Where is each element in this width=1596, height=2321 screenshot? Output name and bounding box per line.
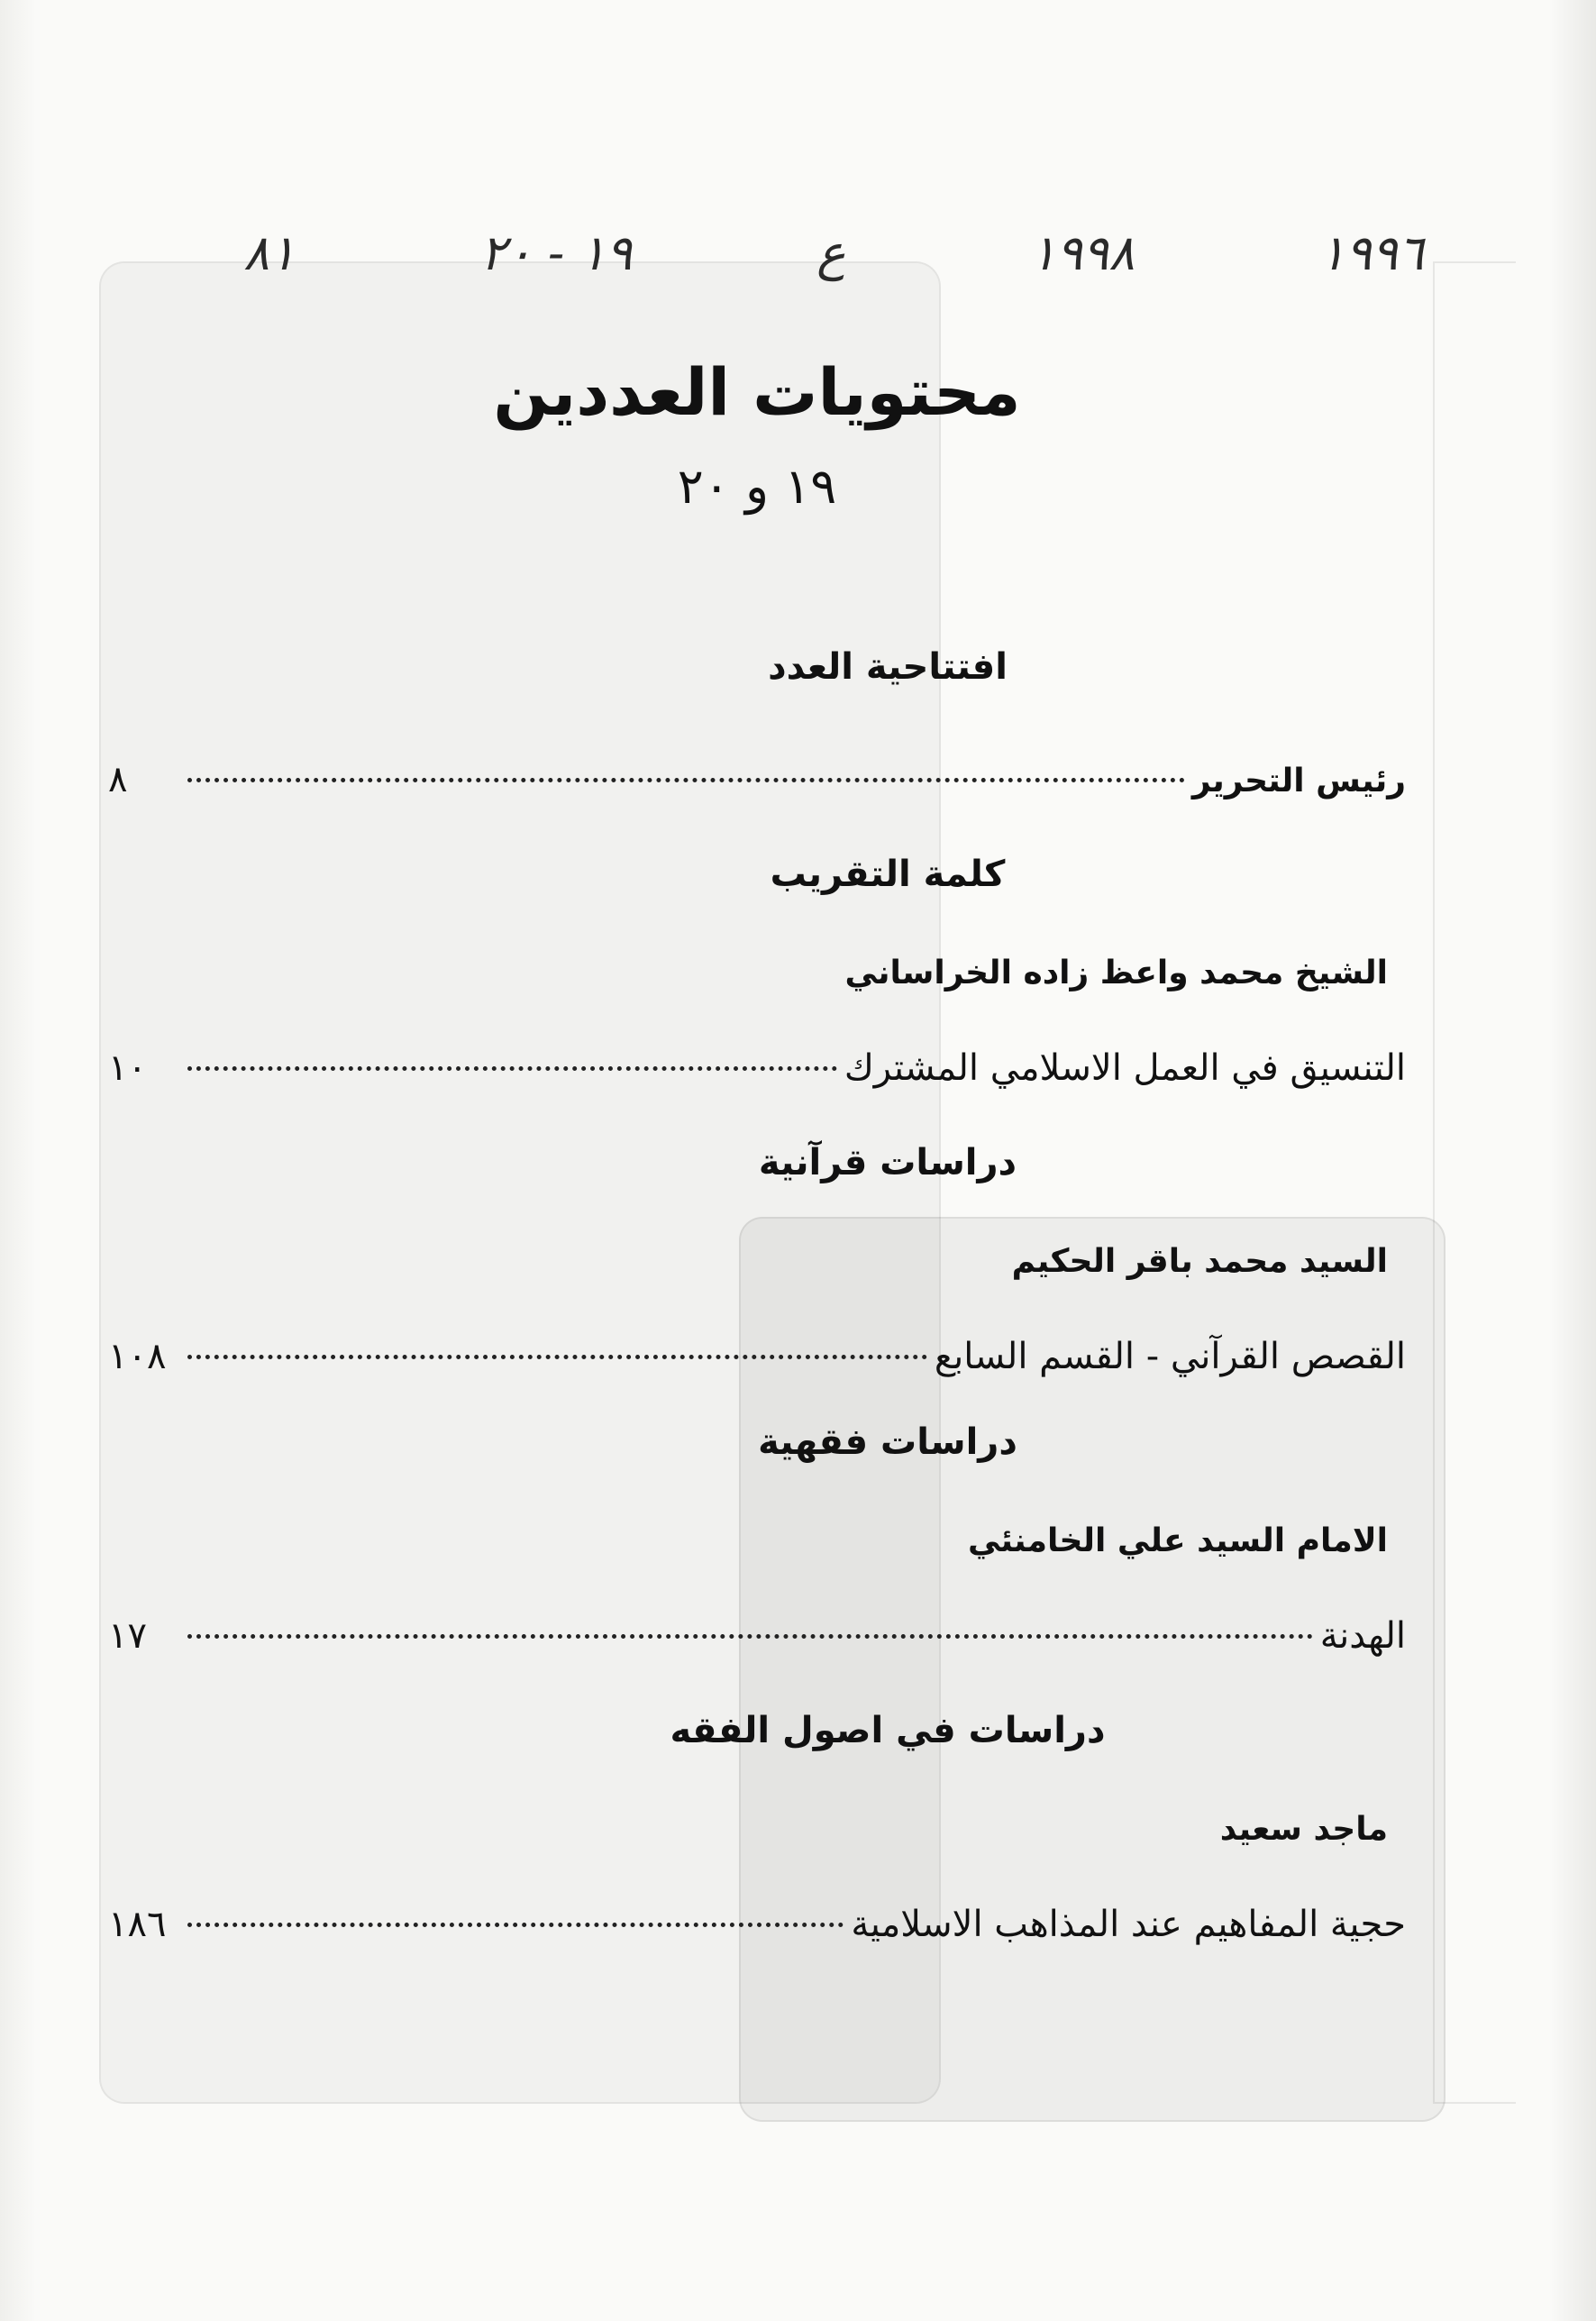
section-heading: دراسات في اصول الفقه <box>670 1710 1106 1751</box>
handwritten-note-item: ٨١ <box>243 224 296 281</box>
toc-entry[interactable] <box>108 1325 1406 1388</box>
author-name: الشيخ محمد واعظ زاده الخراساني <box>844 955 1388 991</box>
toc-page-number: ١٧ <box>108 1615 147 1657</box>
bleed-through-frame <box>1433 261 1516 2104</box>
toc-entry-title: التنسيق في العمل الاسلامي المشترك <box>844 1047 1406 1089</box>
leader-dots <box>187 1923 844 1927</box>
leader-dots <box>187 1066 837 1071</box>
toc-entry[interactable] <box>108 748 1406 811</box>
toc-entry-title: الهدنة <box>1319 1615 1406 1657</box>
leader-dots <box>187 1355 927 1359</box>
page-title: محتويات العددين <box>493 354 1021 430</box>
toc-page-number: ١٨٦ <box>108 1904 167 1945</box>
toc-entry-title: حجية المفاهيم عند المذاهب الاسلامية <box>851 1904 1406 1945</box>
toc-entry[interactable] <box>108 1037 1406 1100</box>
handwritten-annotation <box>243 216 1424 288</box>
section-heading: دراسات قرآنية <box>758 1142 1017 1183</box>
toc-entry[interactable] <box>108 1604 1406 1668</box>
toc-page-number: ١٠ <box>108 1047 147 1089</box>
handwritten-note-item: ١٩٩٦ <box>1318 224 1424 281</box>
handwritten-note-item: ع <box>816 224 846 281</box>
handwritten-note-item: ١٩ - ٢٠ <box>479 224 633 281</box>
handwritten-note-item: ١٩٩٨ <box>1030 224 1135 281</box>
section-heading: كلمة التقريب <box>770 854 1006 895</box>
author-name: ماجد سعيد <box>1219 1811 1388 1848</box>
toc-page-number: ١٠٨ <box>108 1336 167 1377</box>
section-heading: افتتاحية العدد <box>768 646 1008 688</box>
leader-dots <box>187 1634 1313 1639</box>
author-name: السيد محمد باقر الحكيم <box>1011 1243 1388 1280</box>
toc-entry[interactable] <box>108 1893 1406 1956</box>
toc-entry-title: القصص القرآني - القسم السابع <box>934 1336 1406 1377</box>
author-name: الامام السيد علي الخامنئي <box>967 1522 1388 1559</box>
table-of-contents <box>108 343 1406 1956</box>
section-heading: دراسات فقهية <box>758 1421 1017 1463</box>
toc-entry-title: رئيس التحرير <box>1191 763 1406 800</box>
leader-dots <box>187 778 1185 782</box>
issue-numbers: ١٩ و ٢٠ <box>677 458 837 515</box>
toc-page-number: ٨ <box>108 759 128 800</box>
